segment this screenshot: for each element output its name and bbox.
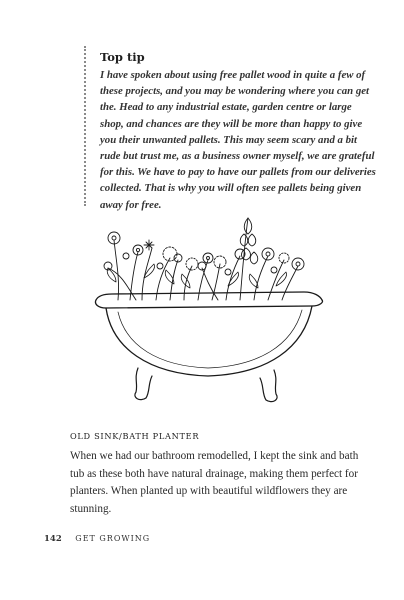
flower-heads [104, 218, 304, 275]
bathtub [95, 292, 322, 376]
running-head: GET GROWING [75, 534, 151, 543]
claw-feet [135, 368, 277, 402]
section-body: When we had our bathroom remodelled, I kept the sink and bath tub as these both have natural drainage, making them perfect for planters. When planted up with beautiful wildflowers they are stunning. [70, 450, 359, 515]
section-heading: OLD SINK/BATH PLANTER [70, 431, 200, 441]
page-footer [44, 534, 344, 544]
tip-body: I have spoken about using free pallet wood in quite a few of these projects, and you may be wondering where you can get the. Head to any industrial estate, garden centre or large shop, and chances are they will be more than happy to give you their unwanted pallets. This may seem scary and a bit rude but trust me, as a business owner myself, we are grateful for this. We have to pay to have our pallets from our deliveries collected. That is why you will often see pallets being given away for free. [100, 69, 376, 211]
top-tip-box [82, 46, 378, 211]
tip-title: Top tip [100, 50, 145, 64]
bathtub-planter-illustration [78, 208, 338, 420]
page-number: 142 [44, 534, 62, 544]
